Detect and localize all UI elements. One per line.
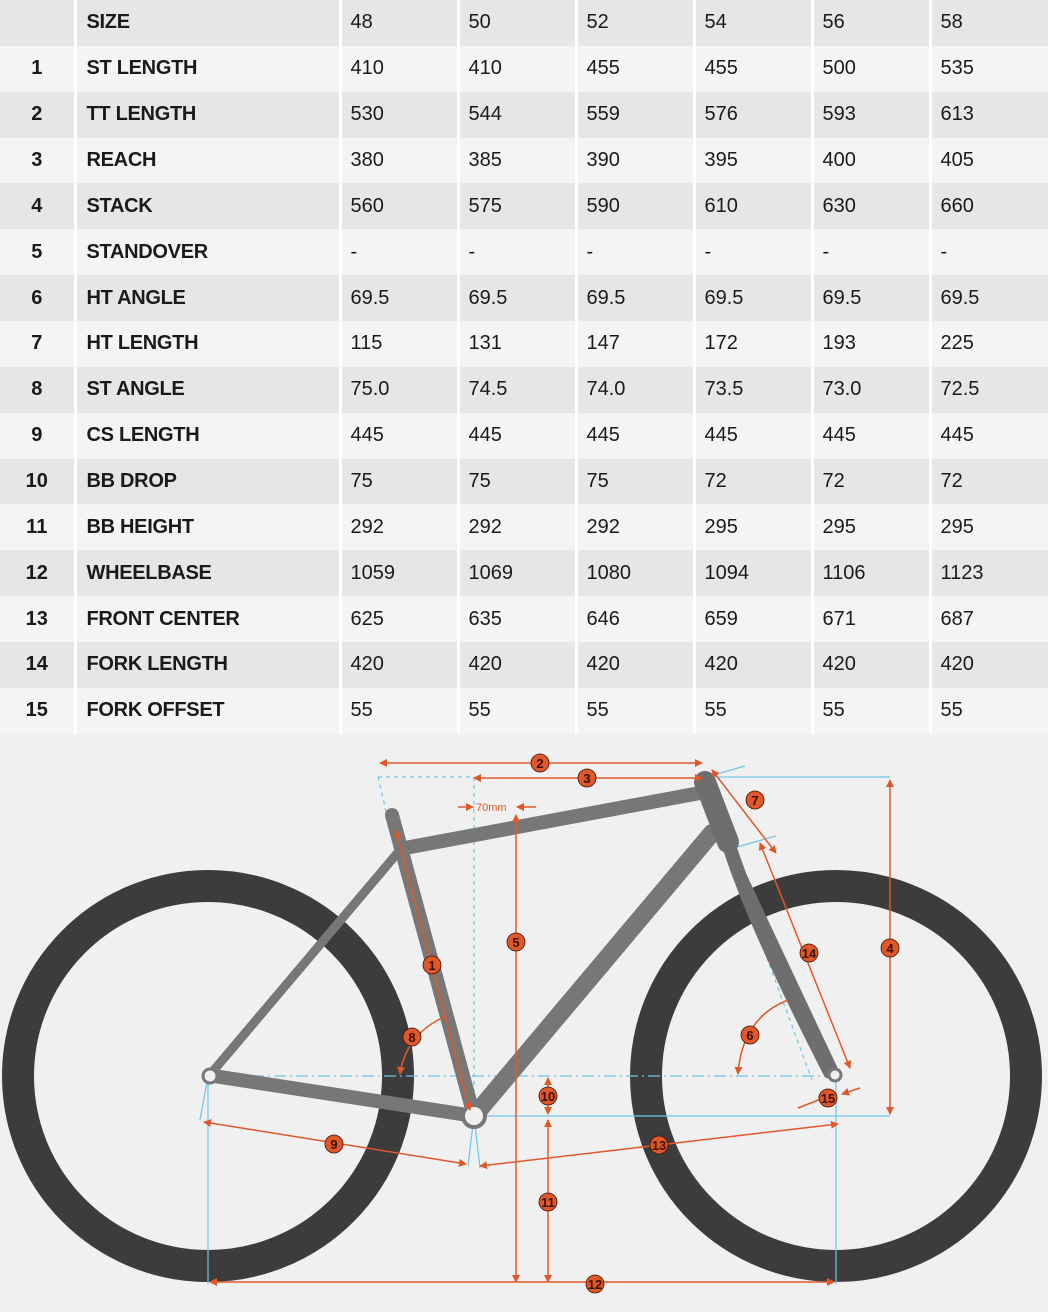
marker-8 [403, 1028, 421, 1046]
value-cell: 445 [812, 413, 930, 459]
header-size-cell: 56 [812, 0, 930, 46]
value-cell: 395 [694, 138, 812, 184]
row-label: STACK [75, 183, 340, 229]
svg-text:2: 2 [536, 756, 544, 771]
value-cell: 445 [694, 413, 812, 459]
value-cell: 445 [576, 413, 694, 459]
row-label: STANDOVER [75, 229, 340, 275]
value-cell: 75 [340, 459, 458, 505]
value-cell: 172 [694, 321, 812, 367]
row-number: 5 [0, 229, 75, 275]
value-cell: - [340, 229, 458, 275]
value-cell: 295 [812, 504, 930, 550]
value-cell: 75.0 [340, 367, 458, 413]
value-cell: 593 [812, 92, 930, 138]
value-cell: 115 [340, 321, 458, 367]
row-number: 15 [0, 688, 75, 734]
row-number: 12 [0, 550, 75, 596]
value-cell: 147 [576, 321, 694, 367]
row-number: 6 [0, 275, 75, 321]
value-cell: 69.5 [458, 275, 576, 321]
row-number: 1 [0, 46, 75, 92]
value-cell: 69.5 [340, 275, 458, 321]
svg-text:13: 13 [651, 1138, 667, 1153]
row-number: 10 [0, 459, 75, 505]
table-row [0, 321, 1048, 367]
header-size-label: SIZE [75, 0, 340, 46]
value-cell: 390 [576, 138, 694, 184]
value-cell: 410 [340, 46, 458, 92]
offset-label: 70mm [476, 802, 507, 814]
table-row [0, 183, 1048, 229]
marker-15 [819, 1089, 837, 1107]
value-cell: 530 [340, 92, 458, 138]
table-row [0, 275, 1048, 321]
row-label: REACH [75, 138, 340, 184]
value-cell: - [812, 229, 930, 275]
row-number: 3 [0, 138, 75, 184]
marker-1 [423, 956, 441, 974]
value-cell: 1106 [812, 550, 930, 596]
value-cell: 72 [812, 459, 930, 505]
row-label: FORK OFFSET [75, 688, 340, 734]
value-cell: 400 [812, 138, 930, 184]
value-cell: 74.0 [576, 367, 694, 413]
table-row [0, 92, 1048, 138]
header-num-cell [0, 0, 75, 46]
value-cell: 500 [812, 46, 930, 92]
value-cell: 72.5 [930, 367, 1048, 413]
value-cell: 55 [340, 688, 458, 734]
value-cell: 69.5 [930, 275, 1048, 321]
value-cell: 590 [576, 183, 694, 229]
row-number: 9 [0, 413, 75, 459]
value-cell: 292 [340, 504, 458, 550]
value-cell: 131 [458, 321, 576, 367]
rear-axle [203, 1069, 217, 1083]
value-cell: 75 [576, 459, 694, 505]
row-number: 8 [0, 367, 75, 413]
value-cell: 69.5 [812, 275, 930, 321]
value-cell: 193 [812, 321, 930, 367]
row-label: ST LENGTH [75, 46, 340, 92]
value-cell: 455 [694, 46, 812, 92]
value-cell: - [458, 229, 576, 275]
value-cell: 73.5 [694, 367, 812, 413]
marker-10 [539, 1087, 557, 1105]
value-cell: - [694, 229, 812, 275]
marker-14 [800, 944, 818, 962]
value-cell: 635 [458, 596, 576, 642]
header-size-cell: 48 [340, 0, 458, 46]
value-cell: 420 [694, 642, 812, 688]
row-label: FRONT CENTER [75, 596, 340, 642]
value-cell: 646 [576, 596, 694, 642]
value-cell: 420 [930, 642, 1048, 688]
value-cell: 73.0 [812, 367, 930, 413]
row-label: BB HEIGHT [75, 504, 340, 550]
value-cell: 630 [812, 183, 930, 229]
value-cell: 1123 [930, 550, 1048, 596]
svg-text:1: 1 [428, 958, 436, 973]
svg-text:4: 4 [886, 941, 894, 956]
header-size-cell: 54 [694, 0, 812, 46]
marker-12 [586, 1275, 604, 1293]
table-row [0, 504, 1048, 550]
row-number: 11 [0, 504, 75, 550]
value-cell: 420 [340, 642, 458, 688]
value-cell: 625 [340, 596, 458, 642]
svg-text:15: 15 [820, 1091, 836, 1106]
value-cell: 544 [458, 92, 576, 138]
value-cell: 1059 [340, 550, 458, 596]
value-cell: 1069 [458, 550, 576, 596]
marker-5 [507, 933, 525, 951]
value-cell: 295 [694, 504, 812, 550]
value-cell: 613 [930, 92, 1048, 138]
value-cell: 69.5 [576, 275, 694, 321]
front-axle [829, 1069, 841, 1081]
value-cell: 535 [930, 46, 1048, 92]
row-label: HT ANGLE [75, 275, 340, 321]
value-cell: 559 [576, 92, 694, 138]
svg-text:11: 11 [541, 1195, 555, 1210]
marker-2 [531, 754, 549, 772]
marker-9 [325, 1135, 343, 1153]
value-cell: 292 [576, 504, 694, 550]
value-cell: 659 [694, 596, 812, 642]
svg-text:6: 6 [746, 1028, 754, 1043]
row-label: FORK LENGTH [75, 642, 340, 688]
value-cell: 69.5 [694, 275, 812, 321]
value-cell: 55 [812, 688, 930, 734]
marker-4 [881, 939, 899, 957]
value-cell: 380 [340, 138, 458, 184]
value-cell: 420 [576, 642, 694, 688]
header-row [0, 0, 1048, 46]
value-cell: 72 [694, 459, 812, 505]
table-row [0, 229, 1048, 275]
value-cell: 445 [458, 413, 576, 459]
bike-frame [214, 782, 836, 1116]
table-row [0, 688, 1048, 734]
value-cell: 385 [458, 138, 576, 184]
row-label: TT LENGTH [75, 92, 340, 138]
value-cell: 575 [458, 183, 576, 229]
value-cell: 687 [930, 596, 1048, 642]
marker-6 [741, 1026, 759, 1044]
marker-11 [539, 1193, 557, 1211]
value-cell: 55 [458, 688, 576, 734]
svg-text:10: 10 [540, 1089, 556, 1104]
header-size-cell: 58 [930, 0, 1048, 46]
value-cell: 75 [458, 459, 576, 505]
value-cell: 72 [930, 459, 1048, 505]
value-cell: - [576, 229, 694, 275]
row-label: BB DROP [75, 459, 340, 505]
bike-geometry-diagram [0, 734, 1048, 1312]
value-cell: 55 [576, 688, 694, 734]
value-cell: 576 [694, 92, 812, 138]
table-row [0, 46, 1048, 92]
svg-text:7: 7 [751, 793, 759, 808]
value-cell: 55 [930, 688, 1048, 734]
table-row [0, 459, 1048, 505]
header-size-cell: 50 [458, 0, 576, 46]
table-row [0, 413, 1048, 459]
svg-text:3: 3 [583, 771, 591, 786]
value-cell: 445 [340, 413, 458, 459]
table-row [0, 367, 1048, 413]
row-label: HT LENGTH [75, 321, 340, 367]
value-cell: 1080 [576, 550, 694, 596]
svg-text:14: 14 [801, 946, 817, 961]
table-row [0, 138, 1048, 184]
svg-text:5: 5 [512, 935, 520, 950]
header-size-cell: 52 [576, 0, 694, 46]
value-cell: 292 [458, 504, 576, 550]
row-number: 4 [0, 183, 75, 229]
value-cell: 410 [458, 46, 576, 92]
svg-text:8: 8 [408, 1030, 416, 1045]
row-label: CS LENGTH [75, 413, 340, 459]
value-cell: 225 [930, 321, 1048, 367]
marker-13 [650, 1136, 668, 1154]
value-cell: 671 [812, 596, 930, 642]
value-cell: 420 [458, 642, 576, 688]
row-label: WHEELBASE [75, 550, 340, 596]
value-cell: 405 [930, 138, 1048, 184]
svg-text:9: 9 [330, 1137, 338, 1152]
value-cell: 55 [694, 688, 812, 734]
table-row [0, 550, 1048, 596]
marker-3 [578, 769, 596, 787]
value-cell: 610 [694, 183, 812, 229]
value-cell: 295 [930, 504, 1048, 550]
value-cell: 420 [812, 642, 930, 688]
svg-text:12: 12 [587, 1277, 603, 1292]
value-cell: 1094 [694, 550, 812, 596]
row-number: 13 [0, 596, 75, 642]
table-row [0, 596, 1048, 642]
value-cell: 74.5 [458, 367, 576, 413]
value-cell: 660 [930, 183, 1048, 229]
value-cell: 560 [340, 183, 458, 229]
row-number: 2 [0, 92, 75, 138]
row-label: ST ANGLE [75, 367, 340, 413]
row-number: 14 [0, 642, 75, 688]
marker-7 [746, 791, 764, 809]
table-row [0, 642, 1048, 688]
value-cell: 445 [930, 413, 1048, 459]
value-cell: 455 [576, 46, 694, 92]
bottom-bracket [463, 1105, 485, 1127]
row-number: 7 [0, 321, 75, 367]
value-cell: - [930, 229, 1048, 275]
